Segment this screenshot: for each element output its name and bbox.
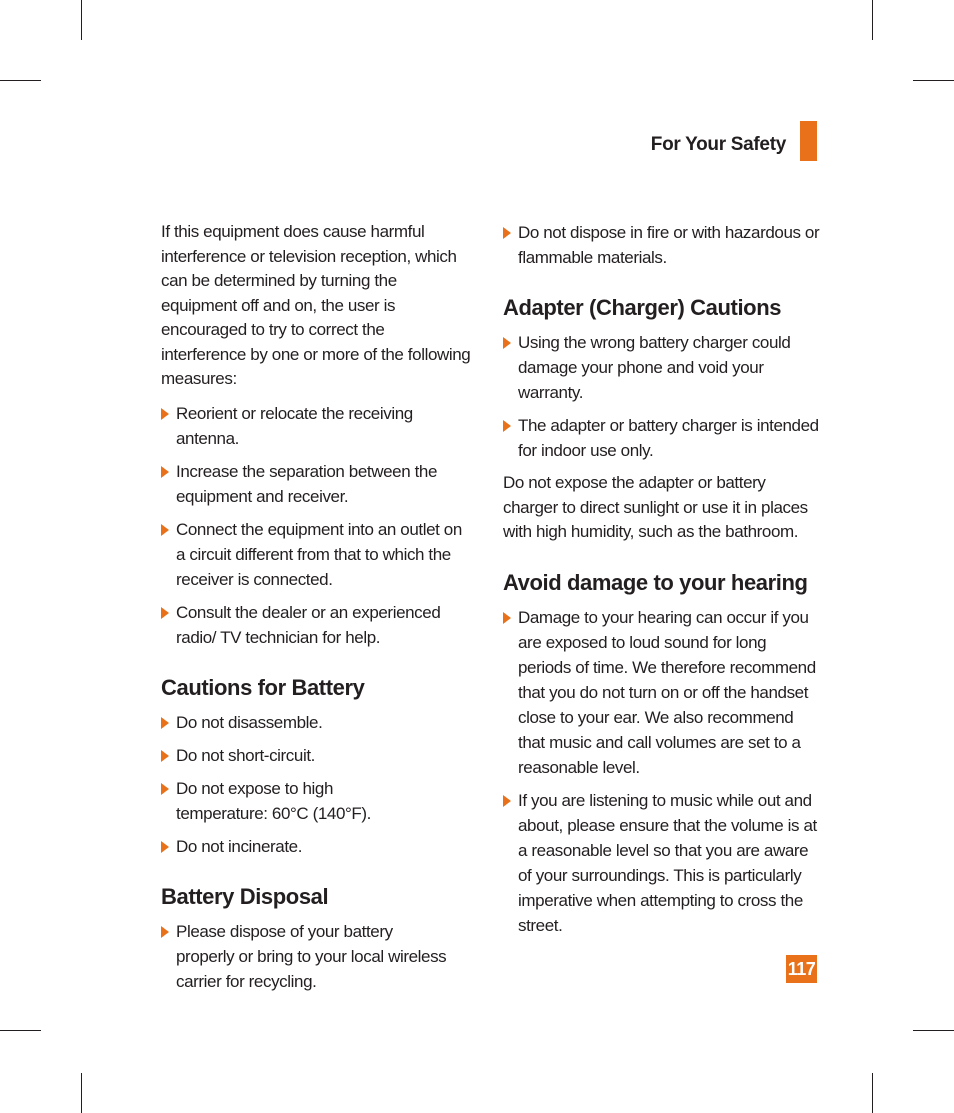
crop-mark-bottom-right-h [913, 1030, 954, 1031]
bullet-arrow-icon [161, 750, 169, 762]
section-marker-bar [800, 121, 817, 161]
list-item: Do not expose to high temperature: 60°C (140°F). [161, 776, 471, 826]
crop-mark-bottom-left-h [0, 1030, 41, 1031]
crop-mark-bottom-left [81, 1073, 82, 1113]
crop-mark-top-left [81, 0, 82, 40]
bullet-arrow-icon [161, 783, 169, 795]
bullet-arrow-icon [161, 408, 169, 420]
bullet-arrow-icon [503, 227, 511, 239]
hearing-list [503, 605, 821, 938]
bullet-arrow-icon [161, 926, 169, 938]
crop-mark-bottom-right [872, 1073, 873, 1113]
adapter-cautions-heading: Adapter (Charger) Cautions [503, 295, 782, 320]
list-item: If you are listening to music while out and about, please ensure that the volume is at a reasonable level so that you are aware of your surroundings. This is particularly imperative when attempting to cross the street. [503, 788, 821, 938]
bullet-arrow-icon [161, 466, 169, 478]
battery-disposal-list [161, 919, 471, 994]
right-column [503, 220, 821, 946]
adapter-cautions-list [503, 330, 821, 463]
battery-cautions-heading: Cautions for Battery [161, 674, 365, 700]
crop-mark-top-left-h [0, 80, 41, 81]
left-column [161, 220, 471, 1002]
bullet-arrow-icon [161, 607, 169, 619]
bullet-arrow-icon [161, 717, 169, 729]
list-item: The adapter or battery charger is intended for indoor use only. [503, 413, 821, 463]
disposal-continued-list [503, 220, 821, 270]
list-item: Do not short-circuit. [161, 743, 471, 768]
battery-cautions-list [161, 710, 471, 859]
list-item: Increase the separation between the equipment and receiver. [161, 459, 471, 509]
bullet-arrow-icon [503, 337, 511, 349]
list-item: Do not disassemble. [161, 710, 471, 735]
list-item: Reorient or relocate the receiving antenna. [161, 401, 471, 451]
measures-list [161, 401, 471, 650]
list-item: Connect the equipment into an outlet on a circuit different from that to which the receiver is connected. [161, 517, 471, 592]
bullet-arrow-icon [161, 841, 169, 853]
battery-disposal-heading: Battery Disposal [161, 883, 329, 909]
list-item: Do not dispose in fire or with hazardous or flammable materials. [503, 220, 821, 270]
section-title: For Your Safety [650, 134, 786, 155]
hearing-heading: Avoid damage to your hearing [503, 569, 808, 595]
bullet-arrow-icon [503, 612, 511, 624]
crop-mark-top-right-h [913, 80, 954, 81]
crop-mark-top-right [872, 0, 873, 40]
bullet-arrow-icon [503, 795, 511, 807]
bullet-arrow-icon [503, 420, 511, 432]
adapter-note-paragraph: Do not expose the adapter or battery charger to direct sunlight or use it in places with high humidity, such as the bathroom. [503, 473, 808, 541]
bullet-arrow-icon [161, 524, 169, 536]
list-item: Do not incinerate. [161, 834, 471, 859]
list-item: Damage to your hearing can occur if you are exposed to loud sound for long periods of time. We therefore recommend that you do not turn on or off the handset close to your ear. We also recommend that music and call volumes are set to a reasonable level. [503, 605, 821, 780]
list-item: Please dispose of your battery properly or bring to your local wireless carrier for recycling. [161, 919, 471, 994]
list-item: Using the wrong battery charger could damage your phone and void your warranty. [503, 330, 821, 405]
page-number: 117 [786, 955, 817, 983]
intro-paragraph: If this equipment does cause harmful interference or television reception, which can be determined by turning the equipment off and on, the user is encouraged to try to correct the interference by one or more of the following measures: [161, 222, 471, 388]
list-item: Consult the dealer or an experienced radio/ TV technician for help. [161, 600, 471, 650]
